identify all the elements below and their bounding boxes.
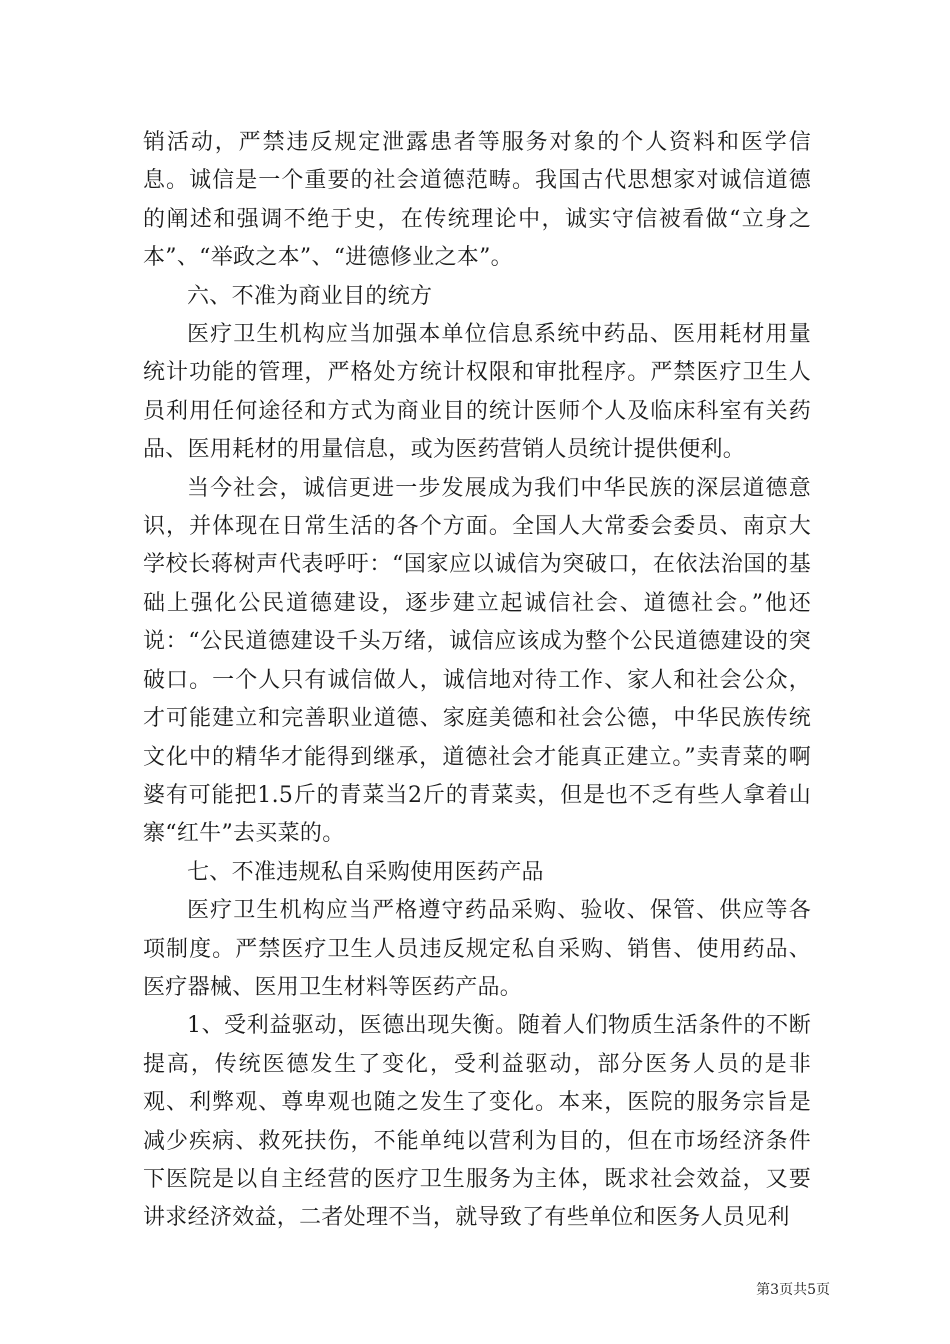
paragraph-5: 1、受利益驱动，医德出现失衡。随着人们物质生活条件的不断提高，传统医德发生了变化，受利益驱动，部分医务人员的是非观、利弊观、尊卑观也随之发生了变化。本来，医院的服务宗旨是减少疾病、救死扶伤，不能单纯以营利为目的，但在市场经济条件下医院是以自主经营的医疗卫生服务为主体，既求社会效益，又要讲求经济效益，二者处理不当，就导致了有些单位和医务人员见利 xyxy=(143,1013,811,1231)
section-heading-7: 七、不准违规私自采购使用医药产品 xyxy=(187,859,544,885)
paragraph-2: 医疗卫生机构应当加强本单位信息系统中药品、医用耗材用量统计功能的管理，严格处方统计权限和审批程序。严禁医疗卫生人员利用任何途径和方式为商业目的统计医师个人及临床科室有关药品、医用耗材的用量信息，或为医药营销人员统计提供便利。 xyxy=(143,322,811,463)
page-number-footer: 第3页共5页 xyxy=(756,1282,830,1298)
paragraph-4: 医疗卫生机构应当严格遵守药品采购、验收、保管、供应等各项制度。严禁医疗卫生人员违反规定私自采购、销售、使用药品、医疗器械、医用卫生材料等医药产品。 xyxy=(143,898,811,1000)
section-heading-6: 六、不准为商业目的统方 xyxy=(187,283,433,309)
paragraph-3: 当今社会，诚信更进一步发展成为我们中华民族的深层道德意识，并体现在日常生活的各个方面。全国人大常委会委员、南京大学校长蒋树声代表呼吁：“国家应以诚信为突破口，在依法治国的基础上强化公民道德建设，逐步建立起诚信社会、道德社会。”他还说：“公民道德建设千头万绪，诚信应该成为整个公民道德建设的突破口。一个人只有诚信做人，诚信地对待工作、家人和社会公众，才可能建立和完善职业道德、家庭美德和社会公德，中华民族传统文化中的精华才能得到继承，道德社会才能真正建立。”卖青菜的啊婆有可能把1.5斤的青菜当2斤的青菜卖，但是也不乏有些人拿着山寨“红牛”去买菜的。 xyxy=(143,475,811,847)
paragraph-1: 销活动，严禁违反规定泄露患者等服务对象的个人资料和医学信息。诚信是一个重要的社会道德范畴。我国古代思想家对诚信道德的阐述和强调不绝于史，在传统理论中，诚实守信被看做“立身之本”、“举政之本”、“进德修业之本”。 xyxy=(143,130,811,271)
document-body xyxy=(143,124,811,1238)
